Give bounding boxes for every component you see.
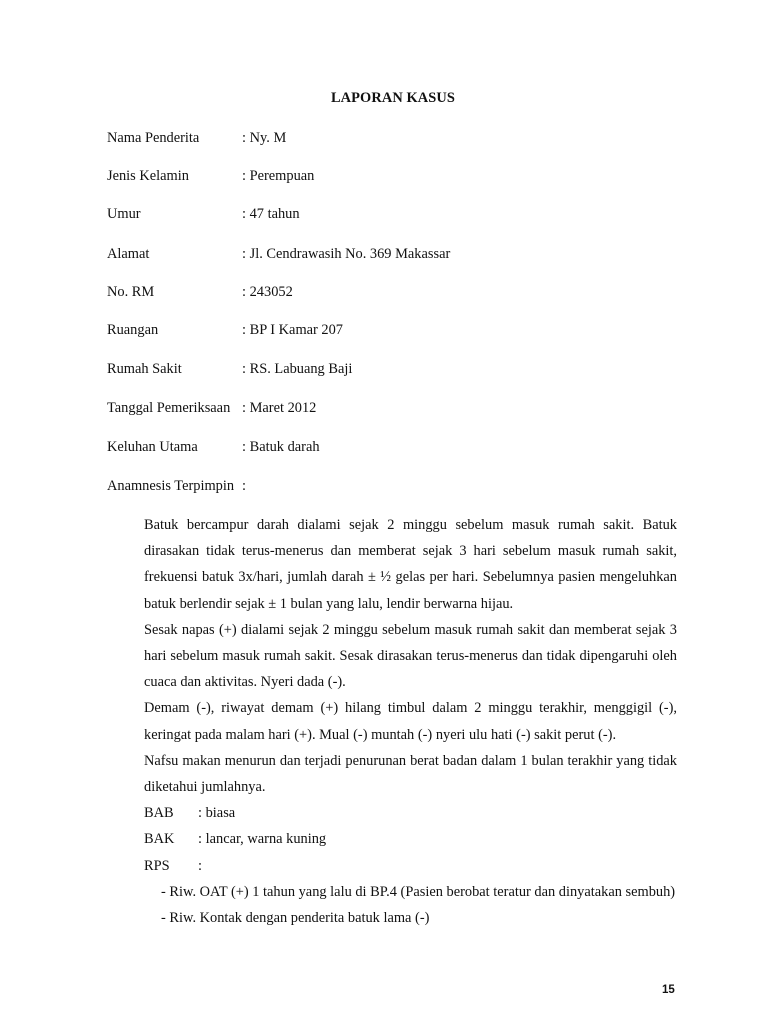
anamnesis-body bbox=[144, 512, 677, 931]
field-label: Keluhan Utama bbox=[107, 439, 198, 455]
anamnesis-paragraph: Batuk bercampur darah dialami sejak 2 minggu sebelum masuk rumah sakit. Batuk dirasakan tidak terus-menerus dan memberat sejak 3 hari sebelum masuk rumah sakit, frekuensi batuk 3x/hari, jumlah darah ± ½ gelas per hari. Sebelumnya pasien mengeluhkan batuk berlendir sejak ± 1 bulan yang lalu, lendir berwarna hijau. bbox=[144, 517, 677, 612]
anamnesis-paragraph: Demam (-), riwayat demam (+) hilang timbul dalam 2 minggu terakhir, menggigil (-), keringat pada malam hari (+). Mual (-) muntah (-) nyeri ulu hati (-) sakit perut (-). bbox=[144, 700, 677, 743]
bak-label: BAK bbox=[144, 831, 175, 848]
field-no-rm bbox=[107, 282, 667, 302]
rps-colon: : bbox=[198, 857, 202, 874]
bab-value: biasa bbox=[205, 805, 236, 822]
anamnesis-paragraph: Nafsu makan menurun dan terjadi penurunan berat badan dalam 1 bulan terakhir yang tidak diketahui jumlahnya. bbox=[144, 752, 677, 796]
document-title: LAPORAN KASUS bbox=[330, 90, 456, 106]
bak-row: BAK : lancar, warna kuning bbox=[144, 826, 677, 852]
bab-label: BAB bbox=[144, 805, 174, 822]
bab-row: BAB : biasa bbox=[144, 800, 677, 826]
field-label: Tanggal Pemeriksaan bbox=[107, 400, 231, 416]
anamnesis-paragraph: Sesak napas (+) dialami sejak 2 minggu sebelum masuk rumah sakit dan memberat sejak 3 hari sebelum masuk rumah sakit. Sesak dirasakan terus-menerus dan tidak dipengaruhi oleh cuaca dan aktivitas. Nyeri dada (-). bbox=[144, 621, 677, 691]
field-label: No. RM bbox=[107, 284, 155, 300]
field-value: : Jl. Cendrawasih No. 369 Makassar bbox=[242, 244, 450, 264]
field-value: : Maret 2012 bbox=[242, 398, 316, 418]
anamnesis-heading: Anamnesis Terpimpin bbox=[107, 478, 235, 494]
field-value: : Ny. M bbox=[242, 128, 286, 148]
field-value: : Batuk darah bbox=[242, 437, 320, 457]
rps-row bbox=[144, 853, 677, 879]
field-ruangan bbox=[107, 320, 667, 340]
field-value: : RS. Labuang Baji bbox=[242, 359, 352, 379]
field-keluhan-utama bbox=[107, 437, 667, 457]
field-label: Alamat bbox=[107, 246, 150, 262]
field-nama-penderita bbox=[107, 128, 667, 148]
field-label: Rumah Sakit bbox=[107, 361, 182, 377]
field-label: Nama Penderita bbox=[107, 130, 200, 146]
bak-value: lancar, warna kuning bbox=[205, 831, 327, 848]
field-alamat bbox=[107, 244, 667, 264]
field-label: Jenis Kelamin bbox=[107, 168, 189, 184]
anamnesis-colon: : bbox=[242, 478, 246, 494]
page-number: 15 bbox=[662, 984, 675, 996]
field-rumah-sakit bbox=[107, 359, 667, 379]
rps-item: - Riw. Kontak dengan penderita batuk lama (-) bbox=[161, 910, 430, 926]
field-tanggal-pemeriksaan bbox=[107, 398, 667, 418]
field-label: Ruangan bbox=[107, 322, 159, 338]
rps-list bbox=[144, 879, 677, 931]
rps-label: RPS bbox=[144, 857, 170, 874]
field-jenis-kelamin bbox=[107, 166, 667, 186]
field-label: Umur bbox=[107, 206, 141, 222]
rps-item: - Riw. OAT (+) 1 tahun yang lalu di BP.4 (Pasien berobat teratur dan dinyatakan sembuh) bbox=[161, 883, 676, 900]
field-value: : 243052 bbox=[242, 282, 293, 302]
field-umur bbox=[107, 204, 667, 224]
field-value: : Perempuan bbox=[242, 166, 314, 186]
field-value: : BP I Kamar 207 bbox=[242, 320, 343, 340]
field-value: : 47 tahun bbox=[242, 204, 300, 224]
